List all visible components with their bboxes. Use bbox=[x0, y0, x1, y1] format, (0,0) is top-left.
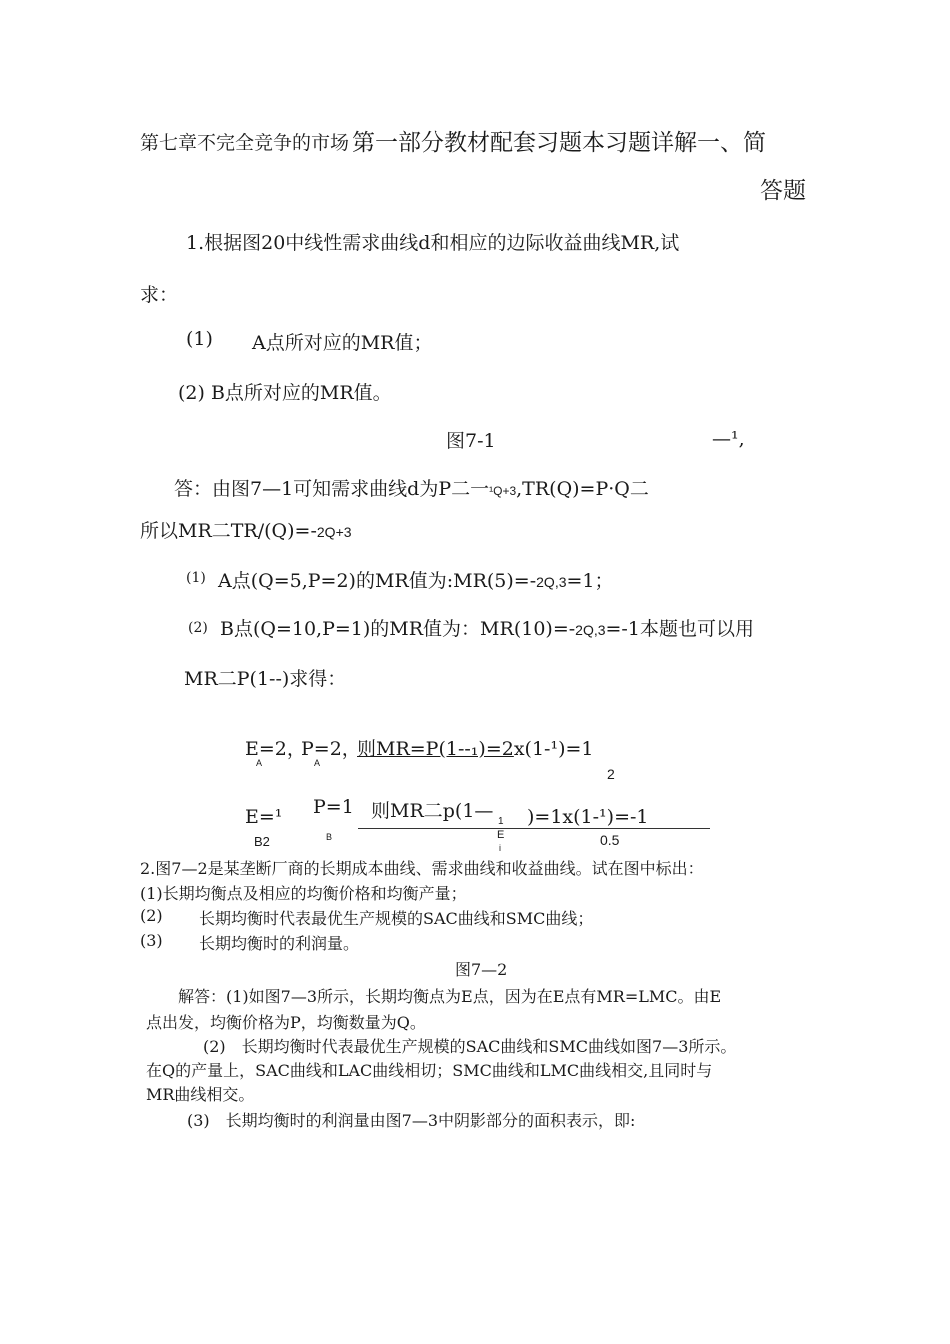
formula-a-sub-p: A bbox=[314, 758, 321, 768]
formula-b-p-sub: B bbox=[326, 832, 333, 842]
answer2-p2-line2: 在Q的产量上，SAC曲线和LAC曲线相切；SMC曲线和LMC曲线相交,且同时与 bbox=[146, 1061, 713, 1080]
answer1-a-post: =1； bbox=[566, 570, 614, 592]
answer2-p3: (3) 长期均衡时的利润量由图7—3中阴影部分的面积表示，即: bbox=[187, 1111, 636, 1130]
answer1-b-num: (2) bbox=[188, 620, 208, 636]
formula-b-frac-bot: i bbox=[499, 843, 501, 853]
answer1-b-pre: B点(Q=10,P=1)的MR值为：MR(10)=- bbox=[220, 618, 576, 640]
formula-b-fraction-bar bbox=[358, 828, 710, 829]
q2-stem: 2.图7—2是某垄断厂商的长期成本曲线、需求曲线和收益曲线。试在图中标出： bbox=[140, 859, 704, 878]
q1-stem-cont: 求： bbox=[140, 284, 179, 306]
q2-item1: (1)长期均衡点及相应的均衡价格和均衡产量； bbox=[140, 884, 467, 903]
answer1-b-post: =-1本题也可以用 bbox=[605, 618, 754, 640]
formula-b-p: P=1 bbox=[313, 796, 354, 818]
answer2-p1-line1: 解答：(1)如图7—3所示，长期均衡点为E点，因为在E点有MR=LMC。由E bbox=[178, 987, 722, 1006]
answer1-line2-pre: 所以MR二TR/(Q)=- bbox=[140, 520, 317, 542]
q1-stem: 1.根据图20中线性需求曲线d和相应的边际收益曲线MR,试 bbox=[186, 232, 680, 254]
answer1-line1 bbox=[174, 474, 649, 501]
formula-a-sub-e: A bbox=[256, 758, 263, 768]
answer1-a-frac: 2Q,3 bbox=[536, 574, 567, 590]
answer1-a-pre: A点(Q=5,P=2)的MR值为:MR(5)=- bbox=[218, 570, 537, 592]
answer1-formula-intro: MR二P(1--)求得： bbox=[184, 668, 347, 690]
formula-b-e-sub: B2 bbox=[254, 834, 270, 849]
answer1-b-frac: 2Q,3 bbox=[575, 622, 606, 638]
chapter-title-large-cont: 答题 bbox=[760, 178, 806, 204]
q2-item3-num: (3) bbox=[140, 931, 163, 950]
answer2-p1-line2: 点出发，均衡价格为P，均衡数量为Q。 bbox=[146, 1013, 426, 1032]
answer1-line1-post: ,TR(Q)=P·Q二 bbox=[516, 478, 649, 500]
answer1-line2 bbox=[140, 516, 352, 543]
answer2-p2-line3: MR曲线相交。 bbox=[146, 1085, 255, 1104]
formula-b-denominator: 0.5 bbox=[600, 832, 620, 848]
q1-item2: (2) B点所对应的MR值。 bbox=[178, 382, 392, 404]
answer1-line2-frac: 2Q+3 bbox=[316, 524, 352, 540]
formula-b-expr1: 则MR二p(1— bbox=[371, 800, 494, 822]
formula-b-frac-top: 1 bbox=[498, 816, 504, 827]
q2-item2-text: 长期均衡时代表最优生产规模的SAC曲线和SMC曲线； bbox=[199, 909, 594, 928]
figure-7-1-caption: 图7-1 bbox=[446, 430, 496, 452]
answer1-a bbox=[218, 566, 614, 593]
answer1-line1-pre: 答：由图7—1可知需求曲线d为P二一 bbox=[174, 478, 490, 500]
q2-item2-num: (2) bbox=[140, 906, 163, 925]
formula-a-expr-underlined: 则MR=P(1--₁)=2 bbox=[357, 738, 514, 760]
q1-item1-num: (1) bbox=[186, 328, 213, 350]
formula-a-expr bbox=[357, 734, 594, 761]
chapter-title-large: 第一部分教材配套习题本习题详解一、简 bbox=[352, 130, 766, 156]
figure-7-1-fragment: —¹, bbox=[712, 428, 745, 450]
formula-a-e: E=2， bbox=[245, 738, 306, 760]
formula-b-expr2: )=1x(1-¹)=-1 bbox=[527, 806, 649, 828]
answer1-b bbox=[220, 614, 754, 641]
formula-a-denominator: 2 bbox=[607, 766, 615, 782]
answer1-a-num: (1) bbox=[186, 570, 206, 586]
formula-b-frac-mid: E bbox=[497, 829, 505, 841]
chapter-title-small: 第七章不完全竞争的市场 bbox=[140, 132, 350, 154]
figure-7-2-caption: 图7—2 bbox=[455, 960, 508, 979]
q2-item3-text: 长期均衡时的利润量。 bbox=[199, 934, 360, 953]
answer1-line1-frac: ¹Q+3 bbox=[489, 484, 517, 498]
formula-b-e: E=¹ bbox=[245, 806, 283, 828]
answer2-p2-line1: (2) 长期均衡时代表最优生产规模的SAC曲线和SMC曲线如图7—3所示。 bbox=[203, 1037, 737, 1056]
formula-a-p: P=2， bbox=[301, 738, 361, 760]
q1-item1-text: A点所对应的MR值； bbox=[252, 332, 433, 354]
formula-a-expr-rest: x(1-¹)=1 bbox=[513, 738, 594, 760]
